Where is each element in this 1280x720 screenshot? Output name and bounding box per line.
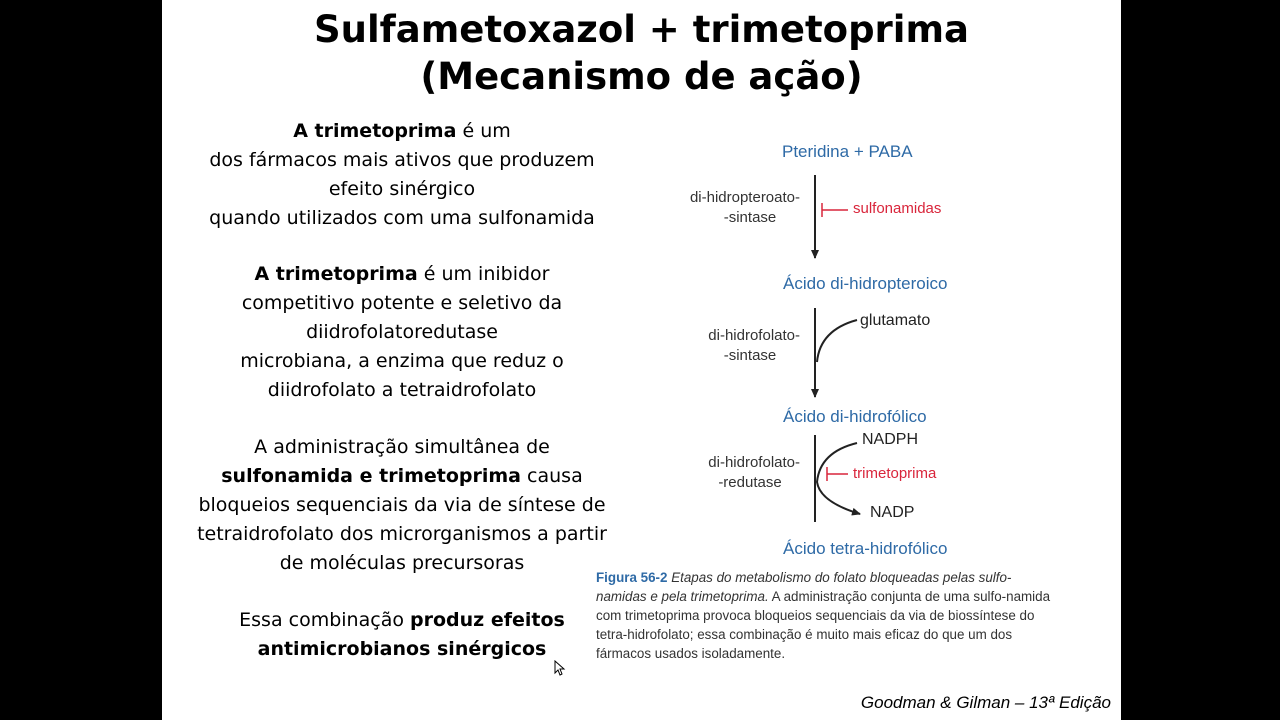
paragraph-line: de moléculas precursoras [279,552,525,574]
source-credit: Goodman & Gilman – 13ª Edição [860,693,1111,712]
node-acido-tetrahidrofolico: Ácido tetra-hidrofólico [783,539,948,558]
paragraph-line: quando utilizados com uma sulfonamida [209,207,595,229]
paragraph-line: Essa combinação produz efeitos [239,609,565,631]
inhibitor-trimetoprima: trimetoprima [853,465,937,482]
paragraph-line: A trimetoprima é um [293,120,511,142]
paragraph-line: bloqueios sequenciais da via de síntese de [198,494,606,516]
node-pteridina-paba: Pteridina + PABA [782,142,913,161]
node-acido-dihidropteroico: Ácido di-hidropteroico [783,274,948,293]
paragraph-line: competitivo potente e seletivo da [241,292,563,314]
enzyme-label-2: di-hidrofolato- -sintase [708,327,800,364]
paragraph-line: diidrofolatoredutase [306,321,498,343]
caption-label: Figura 56-2 [596,570,668,585]
node-acido-dihidrofolico: Ácido di-hidrofólico [783,407,927,426]
cofactor-nadph: NADPH [862,431,919,448]
paragraph-line: diidrofolato a tetraidrofolato [267,379,537,401]
folate-pathway-figure [652,130,1102,560]
mouse-cursor-icon [554,660,566,678]
paragraph-line: dos fármacos mais ativos que produzem [209,149,595,171]
slide-subtitle: (Mecanismo de ação) [420,55,863,98]
paragraph-line: tetraidrofolato dos microrganismos a partir [197,523,607,545]
slide-title: Sulfametoxazol + trimetoprima [313,8,970,51]
paragraph-line: A trimetoprima é um inibidor [254,263,550,285]
caption-italic: Etapas do metabolismo do folato bloqueadas pelas sulfo-namidas e pela trimetoprima. [596,570,1012,604]
paragraph-line: microbiana, a enzima que reduz o [240,350,564,372]
paragraph-3 [182,433,622,578]
paragraph-line: sulfonamida e trimetoprima causa [221,465,583,487]
enzyme-label-3: di-hidrofolato- -redutase [708,454,800,491]
paragraph-line: antimicrobianos sinérgicos [257,638,547,660]
slide [162,0,1121,720]
paragraph-4 [182,606,622,664]
paragraph-1 [182,117,622,233]
paragraph-line: efeito sinérgico [328,178,476,200]
caption-text: A administração conjunta de uma sulfo-namida com trimetoprima provoca bloqueios sequenciais da via de biossíntese do tetra-hidrofolato; essa combinação é muito mais eficaz do que um dos fármacos usados isoladamente. [596,589,1051,661]
glutamato-curve [817,320,857,362]
enzyme-label-1: di-hidropteroato- -sintase [689,189,800,226]
paragraph-line: A administração simultânea de [254,436,550,458]
figure-caption [596,568,1056,663]
cofactor-glutamato: glutamato [860,312,931,329]
cofactor-nadp: NADP [870,504,915,521]
inhibitor-sulfonamidas: sulfonamidas [853,200,942,217]
paragraph-2 [182,260,622,405]
